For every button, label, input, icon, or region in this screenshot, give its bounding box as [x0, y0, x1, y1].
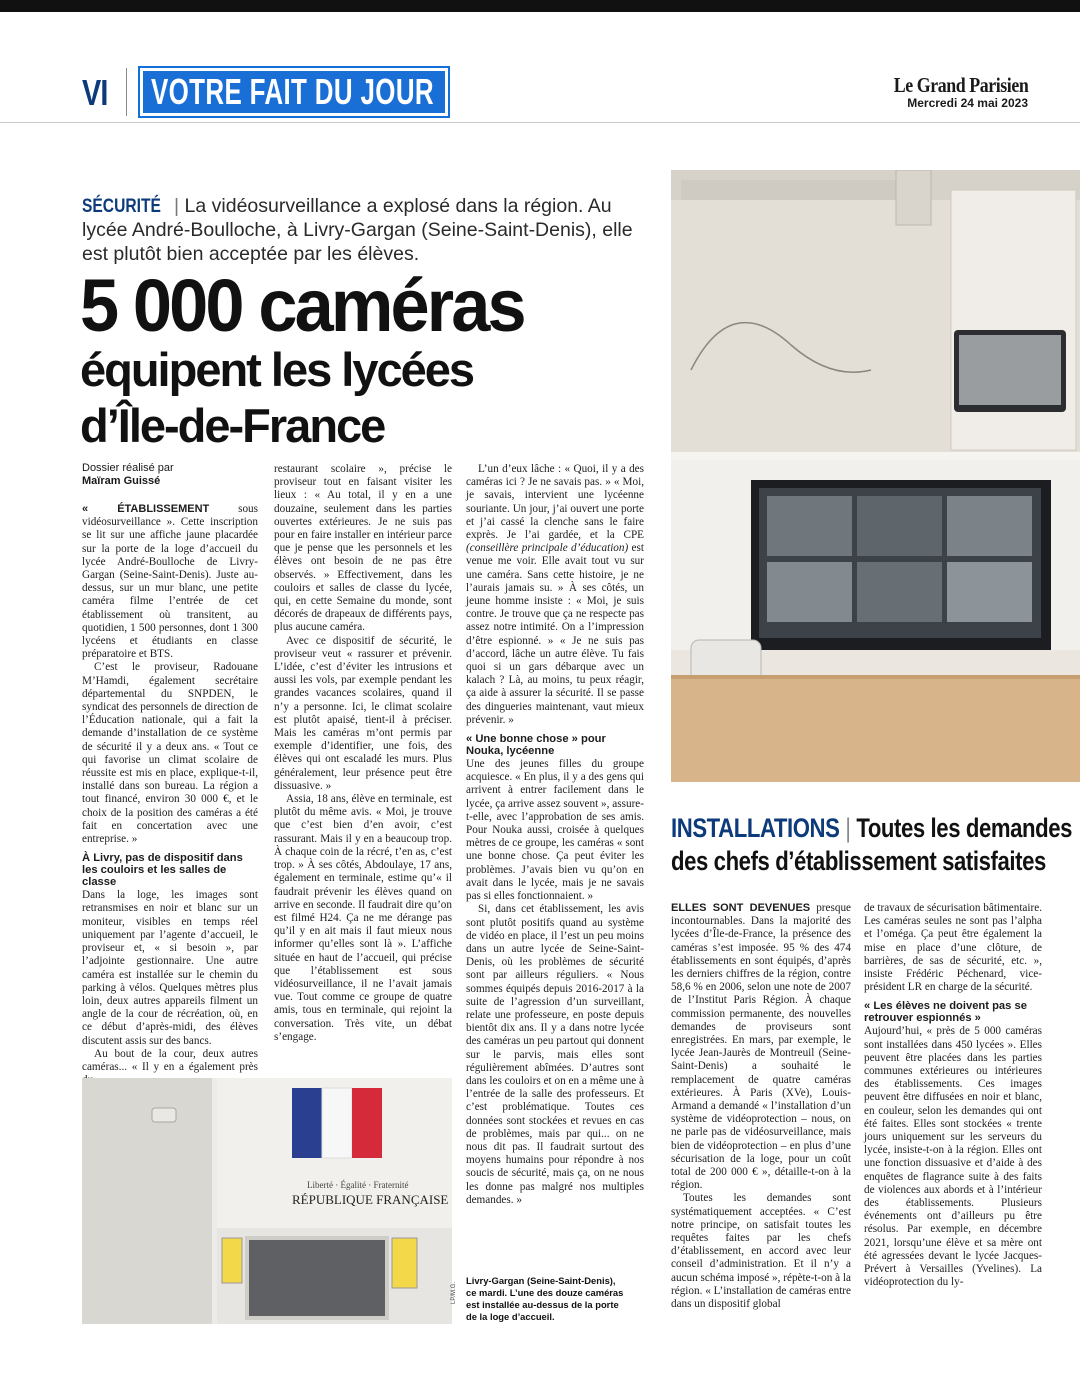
kicker-separator: |	[174, 195, 180, 217]
top-edge-bar	[0, 0, 1080, 12]
installations-column-1	[671, 902, 851, 1311]
paragraph: Dans la loge, les images sont retransmises en noir et blanc sur un moniteur, visibles en temps réel uniquement par l’agente d’accueil, le proviseur et, « si besoin », par l’adjointe gestionnaire. Une autre caméra est installée sur le chemin du parking à vélos. Quelques mètres plus loin, deux autres appareils filment un angle de la cour de récréation, où, en ce début d’après-midi, des élèves discutent assis sur des bancs.	[82, 889, 258, 1047]
issue-date: Mercredi 24 mai 2023	[907, 96, 1028, 110]
headline-line-2: équipent les lycées	[80, 343, 474, 396]
paragraph: sous vidéosurveillance ». Cette inscription se lit sur une affiche jaune placardée sur la porte de la loge d’accueil du lycée André-Boulloche de Livry-Gargan (Seine-Saint-Denis). Juste au-dessus, sur un mur blanc, une petite caméra filme l’entrée de cet établissement où transitent, au quotidien, 1 500 personnes, dont 1 300 lycéens et étudiants en classe préparatoire et BTS.	[82, 503, 258, 661]
kicker-label: SÉCURITÉ	[82, 195, 161, 217]
monitor-photo-illustration	[671, 170, 1080, 782]
sign-republic: RÉPUBLIQUE FRANÇAISE	[292, 1192, 449, 1207]
lead-in: ELLES SONT DEVENUES	[671, 902, 811, 914]
masthead	[870, 74, 1028, 110]
installations-headline	[671, 812, 1071, 878]
headline-line-1: Toutes les demandes	[856, 813, 1073, 843]
byline-author: Maïram Guissé	[82, 475, 161, 487]
page-number: VI	[82, 72, 108, 113]
paragraph: de travaux de sécurisation bâtimentaire. Les caméras seules ne sont pas l’alpha et l’oméga. Ça peut être également la mise en place d’une clôture, de barrières, de sas de sécurité, etc. », insiste Frédéric Péchenard, vice-président LR en charge de la sécurité.	[864, 902, 1042, 994]
photo-caption: Livry-Gargan (Seine-Saint-Denis), ce mardi. L’une des douze caméras est installée au-dessus de la porte de la loge d’accueil.	[466, 1275, 624, 1322]
article-column-3	[466, 463, 644, 1207]
lodge-photo-illustration	[82, 1078, 452, 1324]
installations-column-2	[864, 902, 1042, 1289]
photo-credit: LP/M.G.	[451, 1281, 457, 1304]
headline-line-1: 5 000 caméras	[80, 264, 524, 347]
paragraph: Assia, 18 ans, élève en terminale, est plutôt du même avis. « Moi, je trouve que c’est bien d’en avoir, c’est rassurant. Mais il y en a beaucoup trop. À chaque coin de la récré, t’en as, c’est trop. » À ses côtés, Abdoulaye, 17 ans, également en terminale, estime qu’« il faudrait prévenir les élèves quand on arrive en seconde. Il faudrait dire qu’on est filmé H24. Ça ne me dérange pas qu’il y en ait mais il faut mieux nous informer qu’elles sont là ». L’affiche située en haut de l’accueil, qui précise que l’établissement est sous vidéosurveillance, il ne l’avait jamais vue. Tout comme ce groupe de quatre amis, tous en terminale, qui rejoint la conversation. Très vite, un débat s’engage.	[274, 793, 452, 1043]
rubric-label: VOTRE FAIT DU JOUR	[151, 71, 434, 112]
subheading: « Les élèves ne doivent pas se retrouver espionnés »	[864, 1000, 1027, 1025]
italic-aside: (conseillère principale d’éducation)	[466, 542, 629, 555]
article-column-2	[274, 463, 452, 1044]
photo-surveillance-monitor	[671, 170, 1080, 782]
kicker-text: La vidéosurveillance a explosé dans la région. Au lycée André-Boulloche, à Livry-Gargan (Seine-Saint-Denis), elle est plutôt bien acceptée par les élèves.	[82, 195, 633, 265]
lead-in: « ÉTABLISSEMENT	[82, 503, 210, 515]
byline-prefix: Dossier réalisé par	[82, 462, 174, 474]
header-divider	[126, 68, 127, 116]
subheading: « Une bonne chose » pour Nouka, lycéenne	[466, 733, 606, 758]
subheading: À Livry, pas de dispositif dans les couloirs et les salles de classe	[82, 852, 243, 889]
section-label: INSTALLATIONS	[671, 813, 840, 843]
headline-line-2: des chefs d’établissement satisfaites	[671, 846, 1046, 876]
header-rule	[0, 122, 1080, 123]
paragraph: presque incontournables. Dans la majorité des lycées d’Île-de-France, la présence des caméras s’est imposée. 95 % des 474 établissements en sont équipés, d’après les derniers chiffres de la région, contre 58,6 % en 2006, selon une note de 2007 de l’Institut Paris Région. À chaque commission permanente, des nouvelles demandes de proviseurs sont enregistrées. En mars, par exemple, le lycée Jean-Jaurès de Montreuil (Seine-Saint-Denis) a souhaité le remplacement de quatre caméras extérieures. À Paris (XVe), Louis-Armand a demandé « l’installation d’un système de vidéoprotection – nous, on ne parle pas de vidéosurveillance, mais bien de vidéoprotection – en plus d’une sécurisation de la loge, pour un coût total de 200 000 € », détaille-t-on à la région.	[671, 902, 851, 1192]
paragraph: est venue me voir. Elle avait tout vu sur une caméra. Sans cette histoire, je ne l’aurais jamais su. » À ses côtés, un jeune homme insiste : « Moi, je suis contre. Je trouve que ça ne respecte pas assez notre intimité. On a l’impression d’être espionné. » « Je ne suis pas d’accord, lâche un autre élève. Tu fais quoi si un gars débarque avec un kalach ? Là, au moins, tu peux réagir, ça aide à assurer la sécurité. Il se passe des dingueries maintenant, vaut mieux prévenir. »	[466, 542, 644, 726]
photo-reception-lodge	[82, 1078, 452, 1324]
paragraph: Avec ce dispositif de sécurité, le proviseur veut « rassurer et prévenir. L’idée, c’est d’éviter les intrusions et aussi les vols, par exemple pendant les grandes vacances scolaires, quand il n’y a personne. Ici, le climat scolaire est plutôt apaisé, tient-il à préciser. Mais les caméras m’ont permis par exemple d’identifier, une fois, des élèves qui ont escaladé les murs. Plus généralement, leur présence peut être dissuasive. »	[274, 634, 452, 792]
article-headline	[80, 264, 547, 454]
brand-logo: Le Grand Parisien	[893, 73, 1028, 97]
article-column-1	[82, 503, 258, 1087]
byline	[82, 462, 174, 488]
rubric-banner	[138, 66, 450, 118]
paragraph: C’est le proviseur, Radouane M’Hamdi, également secrétaire départemental du SNPDEN, le syndicat des personnels de direction de l’Éducation nationale, qui a fait la demande d’installation de ce système de sécurité il y a deux ans. « Tout ce qui favorise un climat scolaire de réussite est mis en place, explique-t-il, installé dans son bureau. La région a tout financé, environ 30 000 €, et le choix de la position des caméras a été fait en concertation avec une entreprise. »	[82, 661, 258, 846]
section-separator: |	[845, 813, 851, 843]
paragraph: Toutes les demandes sont systématiquement acceptées. « C’est notre principe, on satisfait toutes les requêtes faites par les chefs d’établissement, en accord avec leur conseil d’administration. Et il n’y a aucun schéma imposé », répète-t-on à la région. « L’installation de caméras entre dans un dispositif global	[671, 1192, 851, 1311]
paragraph: Au bout de la cour, deux autres caméras... « Il y en a également près	[82, 1047, 258, 1073]
headline-line-3: d’Île-de-France	[80, 399, 385, 452]
paragraph: restaurant scolaire », précise le proviseur tout en faisant visiter les lieux : « Au total, il y en a une douzaine, seulement dans les parties ouvertes extérieures. Je ne suis pas pour en faire installer en intérieur parce que je pense que les personnels et les élèves ont besoin de ne pas être observés. » Effectivement, dans les couloirs et salles de classe du lycée, qui, en cette Semaine du monde, sont décorés de drapeaux de différents pays, plus aucune caméra.	[274, 463, 452, 634]
paragraph: L’un d’eux lâche : « Quoi, il y a des caméras ici ? Je ne savais pas. » « Moi, je savais, intervient une lycéenne souriante. Un jour, j’ai ouvert une porte et j’ai cassé la clenche sans le faire exprès. Je l’ai gardée, et la CPE	[466, 463, 644, 542]
sign-motto: Liberté · Égalité · Fraternité	[307, 1180, 409, 1190]
paragraph: Une des jeunes filles du groupe acquiesce. « En plus, il y a des gens qui arrivent à entrer facilement dans le lycée, ça arrive assez souvent », assure-t-elle, avec l’approbation de ses amis. Pour Nouka aussi, croisée à quelques mètres de ce groupe, les caméras « sont une bonne chose. Ça peut éviter les problèmes. J’avais bien vu qu’on en avait dans le lycée, mais je ne savais pas si elles fonctionnaient. »	[466, 758, 644, 903]
article-kicker	[82, 194, 652, 266]
paragraph: Aujourd’hui, « près de 5 000 caméras sont installées dans 450 lycées ». Elles peuvent être placées dans les parties communes extérieures ou intérieures des établissements. Ces images peuvent être diffusées en noir et blanc, en couleur, selon les demandes qui ont été faites. Elles sont stockées « trente jours uniquement sur les serveurs du lycée, insiste-t-on à la région. Elles ont une fonction dissuasive et d’aide à des enquêtes de flagrance suite à des faits de violences aux abords et à l’intérieur des établissements. Plusieurs événements ont d’ailleurs pu être résolus. Par exemple, en décembre 2021, lorsqu’une élève et sa mère ont été agressées devant le lycée Jacques-Prévert à Versailles (Yvelines). La vidéoprotection du ly-	[864, 1025, 1042, 1289]
paragraph: Si, dans cet établissement, les avis sont plutôt positifs quand au système de vidéo en place, il l’est un peu moins dans un autre lycée de Seine-Saint-Denis, où les problèmes de sécurité sont par ailleurs réguliers. « Nous sommes équipés depuis 2016-2017 à la suite de l’agression d’un surveillant, relate une professeure, en poste depuis bientôt dix ans. Il y a dans notre lycée des caméras un peu partout qui donnent sur le parvis, mais elles sont régulièrement abîmées. D’autres sont dans les couloirs et on en a même une à l’entrée de la salle des professeurs. Et c’est problématique. Toutes ces données sont stockées et revues en cas de problèmes, mais par qui... on ne nous dit pas. Il faudrait surtout des moyens humains pour répondre à nos soucis de sécurité, mais ça, on ne nous les donne pas malgré nos multiples demandes. »	[466, 903, 644, 1206]
